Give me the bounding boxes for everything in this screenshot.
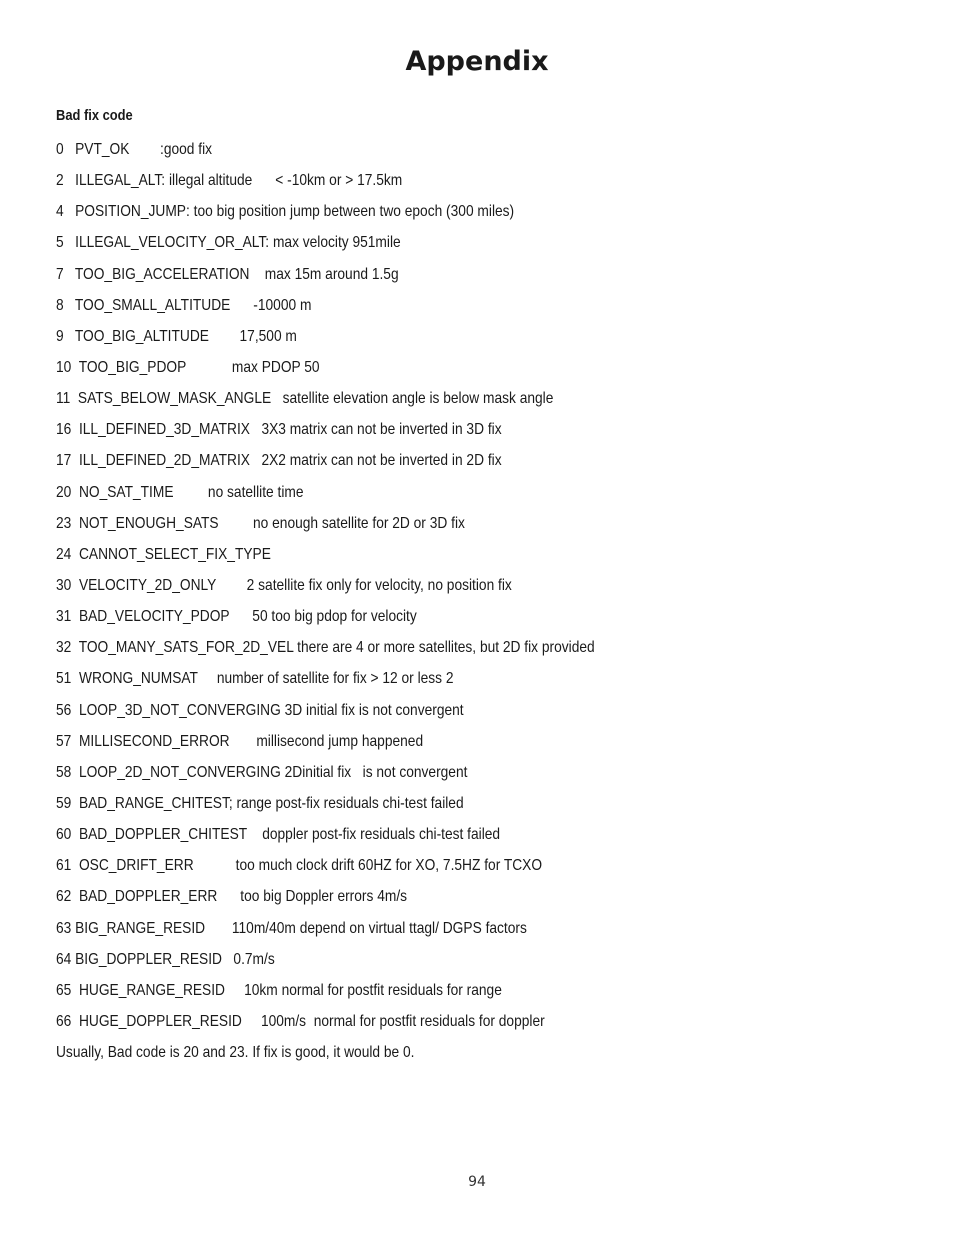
code-line-66: 66 HUGE_DOPPLER_RESID 100m/s normal for postfit residuals for doppler xyxy=(56,1012,545,1030)
code-line-61: 61 OSC_DRIFT_ERR too much clock drift 60HZ for XO, 7.5HZ for TCXO xyxy=(56,857,543,875)
code-line-20: 20 NO_SAT_TIME no satellite time xyxy=(56,483,304,501)
section-heading: Bad fix code xyxy=(56,107,133,124)
page-number: 94 xyxy=(468,1174,486,1190)
code-line-60: 60 BAD_DOPPLER_CHITEST doppler post-fix residuals chi-test failed xyxy=(56,826,501,844)
code-line-4: 4 POSITION_JUMP: too big position jump between two epoch (300 miles) xyxy=(56,203,515,221)
code-line-16: 16 ILL_DEFINED_3D_MATRIX 3X3 matrix can not be inverted in 3D fix xyxy=(56,421,502,439)
code-line-5: 5 ILLEGAL_VELOCITY_OR_ALT: max velocity 951mile xyxy=(56,234,401,252)
code-line-7: 7 TOO_BIG_ACCELERATION max 15m around 1.5g xyxy=(56,265,399,283)
code-line-57: 57 MILLISECOND_ERROR millisecond jump happened xyxy=(56,732,424,750)
bad-fix-code-list xyxy=(56,140,682,1043)
code-line-8: 8 TOO_SMALL_ALTITUDE -10000 m xyxy=(56,296,312,314)
code-line-62: 62 BAD_DOPPLER_ERR too big Doppler errors 4m/s xyxy=(56,888,408,906)
code-line-32: 32 TOO_MANY_SATS_FOR_2D_VEL there are 4 or more satellites, but 2D fix provided xyxy=(56,639,595,657)
code-line-65: 65 HUGE_RANGE_RESID 10km normal for postfit residuals for range xyxy=(56,981,502,999)
code-line-9: 9 TOO_BIG_ALTITUDE 17,500 m xyxy=(56,327,297,345)
code-line-11: 11 SATS_BELOW_MASK_ANGLE satellite elevation angle is below mask angle xyxy=(56,390,554,408)
code-line-17: 17 ILL_DEFINED_2D_MATRIX 2X2 matrix can not be inverted in 2D fix xyxy=(56,452,502,470)
page-title: Appendix xyxy=(405,46,549,77)
code-line-51: 51 WRONG_NUMSAT number of satellite for fix > 12 or less 2 xyxy=(56,670,454,688)
code-line-58: 58 LOOP_2D_NOT_CONVERGING 2Dinitial fix is not convergent xyxy=(56,763,468,781)
usage-note: Usually, Bad code is 20 and 23. If fix is good, it would be 0. xyxy=(56,1044,415,1061)
code-line-63: 63 BIG_RANGE_RESID 110m/40m depend on virtual ttagl/ DGPS factors xyxy=(56,919,527,937)
code-line-64: 64 BIG_DOPPLER_RESID 0.7m/s xyxy=(56,950,275,968)
code-line-31: 31 BAD_VELOCITY_PDOP 50 too big pdop for velocity xyxy=(56,608,417,626)
code-line-59: 59 BAD_RANGE_CHITEST; range post-fix residuals chi-test failed xyxy=(56,794,464,812)
code-line-24: 24 CANNOT_SELECT_FIX_TYPE xyxy=(56,545,271,563)
code-line-0: 0 PVT_OK :good fix xyxy=(56,141,213,158)
code-line-2: 2 ILLEGAL_ALT: illegal altitude < -10km or > 17.5km xyxy=(56,172,403,190)
code-line-30: 30 VELOCITY_2D_ONLY 2 satellite fix only for velocity, no position fix xyxy=(56,576,512,594)
code-line-56: 56 LOOP_3D_NOT_CONVERGING 3D initial fix is not convergent xyxy=(56,701,464,719)
code-line-23: 23 NOT_ENOUGH_SATS no enough satellite for 2D or 3D fix xyxy=(56,514,465,532)
code-line-10: 10 TOO_BIG_PDOP max PDOP 50 xyxy=(56,358,320,376)
